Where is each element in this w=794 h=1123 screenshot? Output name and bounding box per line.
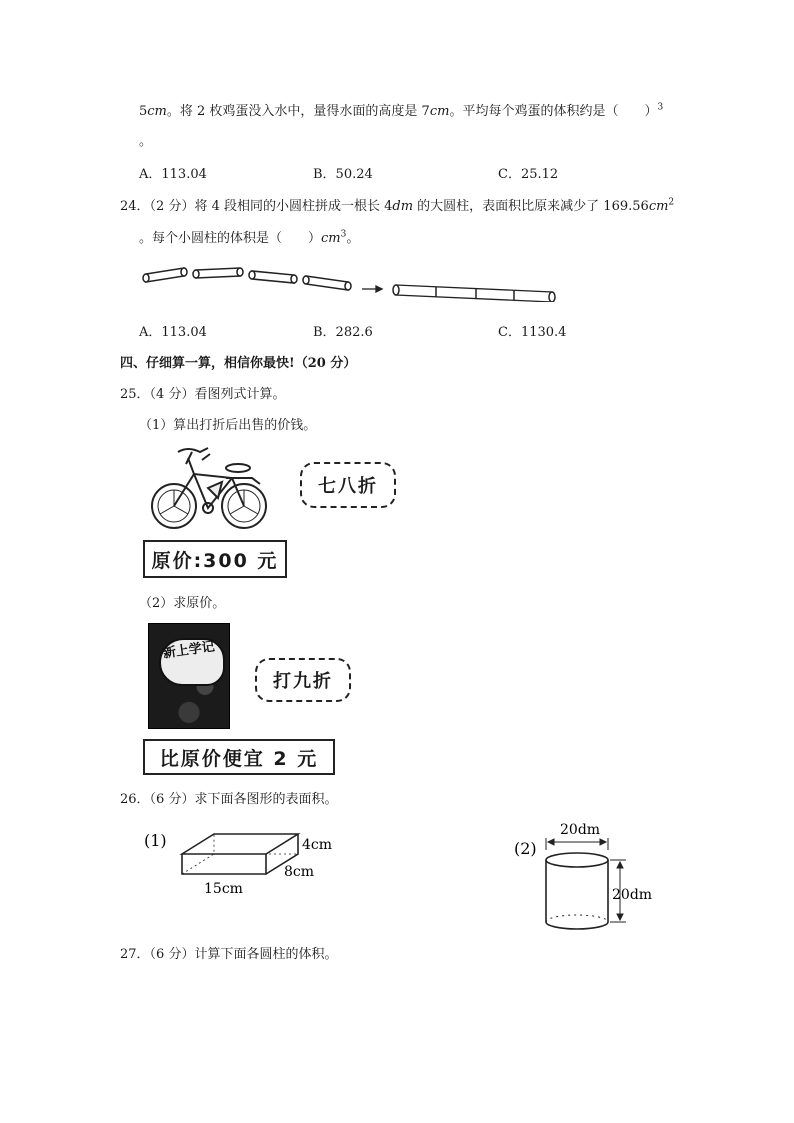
arrow-right-icon xyxy=(362,286,382,292)
book-cover-title: 新上学记 xyxy=(162,639,216,662)
q24-option-a: A．113.04 xyxy=(139,325,207,340)
discount-tag-78: 七八折 xyxy=(300,462,396,508)
q26-figure-2-cylinder xyxy=(510,818,670,936)
cylinder-height-label: 20dm xyxy=(612,887,653,903)
q23-line1: 5cm。将 2 枚鸡蛋没入水中，量得水面的高度是 7cm。平均每个鸡蛋的体积约是（ ）$^3$ xyxy=(139,102,664,119)
figure-1-label: (1) xyxy=(144,831,167,850)
q24-line2: 。每个小圆柱的体积是（ ）$cm^3$。 xyxy=(139,229,360,246)
q23-option-c: C．25.12 xyxy=(498,167,559,182)
q25-sub1: （1）算出打折后出售的价钱。 xyxy=(139,418,317,433)
q24-option-c: C．1130.4 xyxy=(498,325,567,340)
section-4-title: 四、仔细算一算，相信你最快!（20 分） xyxy=(120,356,357,371)
discount-tag-90: 打九折 xyxy=(255,658,351,702)
q25-sub2: （2）求原价。 xyxy=(139,596,226,611)
small-cylinder-1 xyxy=(143,268,187,282)
cuboid-width-label: 8cm xyxy=(284,864,315,880)
small-cylinder-4 xyxy=(303,276,351,290)
book-cover-illustration xyxy=(148,623,230,729)
cuboid-length-label: 15cm xyxy=(204,881,243,897)
big-cylinder xyxy=(393,285,555,302)
q26-stem: 26．（6 分）求下面各图形的表面积。 xyxy=(120,792,338,807)
q25-stem: 25．（4 分）看图列式计算。 xyxy=(120,387,286,402)
q23-option-a: A．113.04 xyxy=(139,167,207,182)
cuboid-shape xyxy=(182,834,298,874)
q23-option-b: B．50.24 xyxy=(313,167,373,182)
small-cylinder-3 xyxy=(249,271,297,283)
bicycle-illustration xyxy=(148,438,278,534)
q24-option-b: B．282.6 xyxy=(313,325,373,340)
cheaper-box: 比原价便宜 2 元 xyxy=(143,739,335,775)
figure-2-label: (2) xyxy=(514,839,537,858)
q26-figure-1-cuboid xyxy=(140,820,350,900)
q23-line2: 。 xyxy=(139,134,153,149)
cuboid-height-label: 4cm xyxy=(302,837,333,853)
original-price-box: 原价:300 元 xyxy=(143,540,287,578)
q24-cylinders-figure xyxy=(140,262,560,302)
q24-line1: 24．（2 分）将 4 段相同的小圆柱拼成一根长 4dm 的大圆柱，表面积比原来减少了 $169.56cm^2$ xyxy=(120,197,675,214)
small-cylinder-2 xyxy=(193,268,243,278)
cylinder-shape xyxy=(546,853,608,929)
q27-stem: 27．（6 分）计算下面各圆柱的体积。 xyxy=(120,947,338,962)
cylinder-diameter-label: 20dm xyxy=(560,822,601,838)
diameter-arrow xyxy=(546,838,608,850)
